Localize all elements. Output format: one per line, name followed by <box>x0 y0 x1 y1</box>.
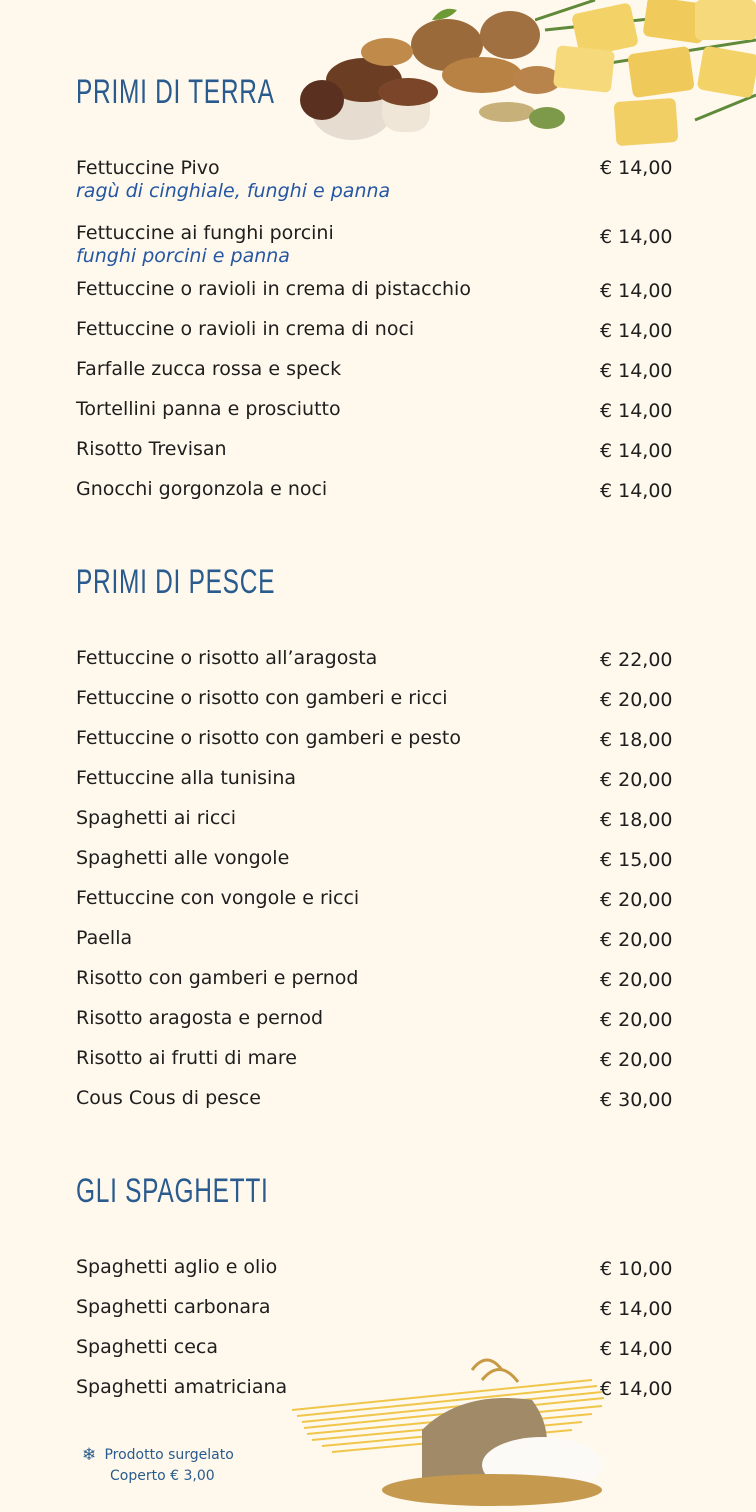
menu-item-name: Spaghetti amatriciana <box>76 1376 288 1398</box>
menu-item-price: € 14,00 <box>600 360 673 382</box>
menu-item-price: € 20,00 <box>600 929 673 951</box>
menu-item <box>76 886 680 910</box>
menu-item-name: Spaghetti ceca <box>76 1336 218 1358</box>
menu-item-name: Gnocchi gorgonzola e noci <box>76 478 328 500</box>
spaghetti-flour-illustration <box>292 1350 622 1510</box>
menu-item <box>76 156 680 202</box>
ravioli-illustration <box>535 0 756 155</box>
snowflake-icon: ❄ <box>82 1445 97 1465</box>
menu-item-price: € 18,00 <box>600 809 673 831</box>
menu-item-name: Fettuccine con vongole e ricci <box>76 887 360 909</box>
menu-item <box>76 397 680 421</box>
menu-item <box>76 726 680 750</box>
menu-item-name: Risotto aragosta e pernod <box>76 1007 324 1029</box>
menu-item <box>76 357 680 381</box>
menu-item <box>76 1375 680 1399</box>
menu-item-price: € 20,00 <box>600 889 673 911</box>
menu-item-price: € 18,00 <box>600 729 673 751</box>
cover-charge: Coperto € 3,00 <box>110 1468 215 1484</box>
menu-item-price: € 22,00 <box>600 649 673 671</box>
menu-item-price: € 15,00 <box>600 849 673 871</box>
menu-item <box>76 317 680 341</box>
menu-item <box>76 966 680 990</box>
menu-item-price: € 20,00 <box>600 969 673 991</box>
menu-item-name: Spaghetti ai ricci <box>76 807 236 829</box>
menu-item-price: € 10,00 <box>600 1258 673 1280</box>
menu-item-price: € 20,00 <box>600 689 673 711</box>
menu-item-price: € 14,00 <box>600 226 673 248</box>
menu-item-name: Fettuccine o ravioli in crema di pistacchio <box>76 278 471 300</box>
menu-item-name: Fettuccine alla tunisina <box>76 767 297 789</box>
frozen-product-legend <box>82 1445 234 1465</box>
menu-item-price: € 14,00 <box>600 157 673 179</box>
menu-item <box>76 277 680 301</box>
menu-item-description: funghi porcini e panna <box>76 245 290 267</box>
section-title-primi-di-pesce: PRIMI DI PESCE <box>76 563 276 601</box>
menu-item <box>76 1046 680 1070</box>
menu-item-name: Spaghetti alle vongole <box>76 847 290 869</box>
menu-item <box>76 1255 680 1279</box>
menu-item-price: € 30,00 <box>600 1089 673 1111</box>
menu-item-name: Fettuccine o risotto con gamberi e pesto <box>76 727 462 749</box>
menu-item-name: Fettuccine ai funghi porcini <box>76 222 334 244</box>
section-title-gli-spaghetti: GLI SPAGHETTI <box>76 1172 269 1210</box>
menu-item-price: € 14,00 <box>600 400 673 422</box>
menu-item-price: € 20,00 <box>600 769 673 791</box>
menu-item <box>76 437 680 461</box>
menu-item <box>76 766 680 790</box>
menu-item <box>76 806 680 830</box>
menu-item-price: € 14,00 <box>600 480 673 502</box>
menu-item <box>76 1295 680 1319</box>
section-title-primi-di-terra: PRIMI DI TERRA <box>76 73 275 111</box>
menu-item-price: € 14,00 <box>600 280 673 302</box>
menu-item-name: Fettuccine o ravioli in crema di noci <box>76 318 415 340</box>
menu-item-name: Cous Cous di pesce <box>76 1087 261 1109</box>
menu-item-name: Fettuccine o risotto con gamberi e ricci <box>76 687 448 709</box>
menu-item <box>76 846 680 870</box>
menu-item <box>76 1086 680 1110</box>
menu-item-price: € 14,00 <box>600 1378 673 1400</box>
menu-item-name: Risotto Trevisan <box>76 438 227 460</box>
menu-item-price: € 20,00 <box>600 1009 673 1031</box>
menu-item-price: € 14,00 <box>600 1298 673 1320</box>
menu-footer <box>82 1445 234 1484</box>
menu-item-price: € 20,00 <box>600 1049 673 1071</box>
menu-item-name: Tortellini panna e prosciutto <box>76 398 341 420</box>
frozen-product-label: Prodotto surgelato <box>104 1447 234 1463</box>
menu-item <box>76 221 680 267</box>
menu-item-price: € 14,00 <box>600 320 673 342</box>
menu-item-name: Paella <box>76 927 133 949</box>
menu-item-name: Farfalle zucca rossa e speck <box>76 358 342 380</box>
menu-item <box>76 646 680 670</box>
menu-item-name: Risotto ai frutti di mare <box>76 1047 297 1069</box>
menu-item-name: Fettuccine o risotto all’aragosta <box>76 647 378 669</box>
menu-item-name: Risotto con gamberi e pernod <box>76 967 359 989</box>
menu-item-price: € 14,00 <box>600 1338 673 1360</box>
menu-item-description: ragù di cinghiale, funghi e panna <box>76 180 391 202</box>
menu-item <box>76 926 680 950</box>
menu-item <box>76 1006 680 1030</box>
menu-item-name: Fettuccine Pivo <box>76 157 220 179</box>
menu-item <box>76 1335 680 1359</box>
menu-item-name: Spaghetti carbonara <box>76 1296 271 1318</box>
menu-item <box>76 477 680 501</box>
menu-item-price: € 14,00 <box>600 440 673 462</box>
menu-item-name: Spaghetti aglio e olio <box>76 1256 278 1278</box>
menu-item <box>76 686 680 710</box>
